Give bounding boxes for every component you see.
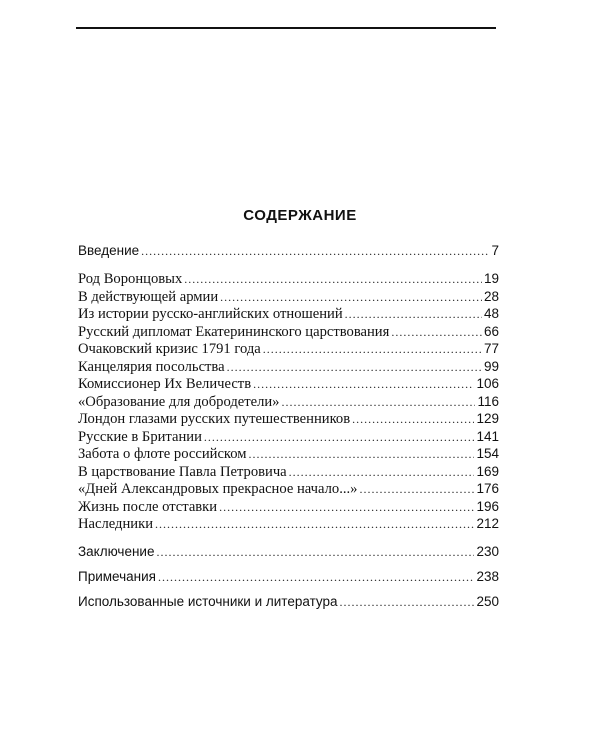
toc-entry-label: «Дней Александровых прекрасное начало...» bbox=[78, 481, 358, 497]
toc-entry bbox=[78, 498, 499, 516]
leader-dots bbox=[184, 270, 482, 288]
toc-entry-label: Жизнь после отставки bbox=[78, 498, 218, 515]
leader-dots bbox=[220, 288, 482, 306]
toc-entry bbox=[78, 393, 499, 411]
toc-entry bbox=[78, 410, 499, 428]
toc-entry-page: 129 bbox=[476, 411, 499, 426]
toc-entry-label: Род Воронцовых bbox=[78, 271, 183, 287]
toc-entry-label: Комиссионер Их Величеств bbox=[78, 376, 252, 392]
toc-entry-label: В царствование Павла Петровича bbox=[78, 463, 287, 480]
toc-entry bbox=[78, 340, 499, 358]
toc-entry-page: 154 bbox=[476, 446, 499, 461]
toc-entry bbox=[78, 543, 499, 561]
leader-dots bbox=[158, 568, 475, 586]
leader-dots bbox=[391, 323, 482, 341]
leader-dots bbox=[340, 593, 475, 611]
toc-entry-label: «Образование для добродетели» bbox=[78, 393, 280, 410]
toc-entry bbox=[78, 463, 499, 481]
page-title: СОДЕРЖАНИЕ bbox=[243, 207, 357, 224]
leader-dots bbox=[359, 480, 474, 498]
toc-entry-label: Лондон глазами русских путешественников bbox=[78, 411, 351, 427]
toc-entry-label: Русский дипломат Екатерининского царствования bbox=[78, 323, 390, 340]
toc-entry-label: Канцелярия посольства bbox=[78, 358, 225, 375]
leader-dots bbox=[281, 393, 475, 411]
leader-dots bbox=[204, 428, 475, 446]
toc-entry-label: Примечания bbox=[78, 569, 156, 584]
toc-entry-label: Очаковский кризис 1791 года bbox=[78, 341, 261, 357]
toc-entry bbox=[78, 568, 499, 586]
toc-entry bbox=[78, 323, 499, 341]
leader-dots bbox=[253, 375, 474, 393]
leader-dots bbox=[141, 242, 489, 260]
leader-dots bbox=[289, 463, 475, 481]
toc-entry-label: Русские в Британии bbox=[78, 428, 202, 445]
toc-entry-page: 7 bbox=[491, 243, 499, 258]
toc-entry-page: 77 bbox=[483, 341, 499, 356]
toc-entry-label: В действующей армии bbox=[78, 288, 219, 305]
toc-entry bbox=[78, 305, 499, 323]
top-rule bbox=[76, 27, 496, 29]
toc-entry-page: 19 bbox=[483, 271, 499, 286]
toc-entry-page: 230 bbox=[476, 544, 499, 559]
toc-entry-page: 238 bbox=[476, 569, 499, 584]
toc-entry-page: 250 bbox=[476, 594, 499, 609]
toc-entry-label: Забота о флоте российском bbox=[78, 446, 247, 462]
toc-entry-page: 66 bbox=[483, 323, 499, 339]
toc-entry-label: Наследники bbox=[78, 516, 154, 532]
toc-entry bbox=[78, 358, 499, 376]
leader-dots bbox=[263, 340, 482, 358]
toc-entry-label: Заключение bbox=[78, 544, 155, 559]
toc-entry bbox=[78, 270, 499, 288]
toc-entry bbox=[78, 428, 499, 446]
toc-entry bbox=[78, 375, 499, 393]
toc-entry bbox=[78, 515, 499, 533]
leader-dots bbox=[155, 515, 474, 533]
toc-entry-label: Из истории русско-английских отношений bbox=[78, 306, 343, 322]
toc-entry bbox=[78, 480, 499, 498]
toc-entry-page: 212 bbox=[476, 516, 499, 531]
leader-dots bbox=[352, 410, 474, 428]
toc-entry-page: 106 bbox=[476, 376, 499, 391]
toc-entry-page: 196 bbox=[476, 498, 499, 514]
toc-entry-page: 141 bbox=[476, 428, 499, 444]
leader-dots bbox=[249, 445, 475, 463]
toc-entry-page: 176 bbox=[476, 481, 499, 496]
toc-entry-label: Введение bbox=[78, 243, 140, 258]
toc-entry-page: 99 bbox=[483, 358, 499, 374]
toc-entry-page: 48 bbox=[483, 306, 499, 321]
leader-dots bbox=[345, 305, 482, 323]
toc-entry bbox=[78, 242, 499, 260]
toc-entry bbox=[78, 288, 499, 306]
toc-entry-page: 28 bbox=[483, 288, 499, 304]
toc-entry-page: 169 bbox=[476, 463, 499, 479]
toc-entry bbox=[78, 445, 499, 463]
leader-dots bbox=[156, 543, 474, 561]
toc-entry-label: Использованные источники и литература bbox=[78, 594, 338, 609]
leader-dots bbox=[219, 498, 474, 516]
toc-entry-page: 116 bbox=[477, 393, 499, 409]
leader-dots bbox=[227, 358, 482, 376]
toc-entry bbox=[78, 593, 499, 611]
